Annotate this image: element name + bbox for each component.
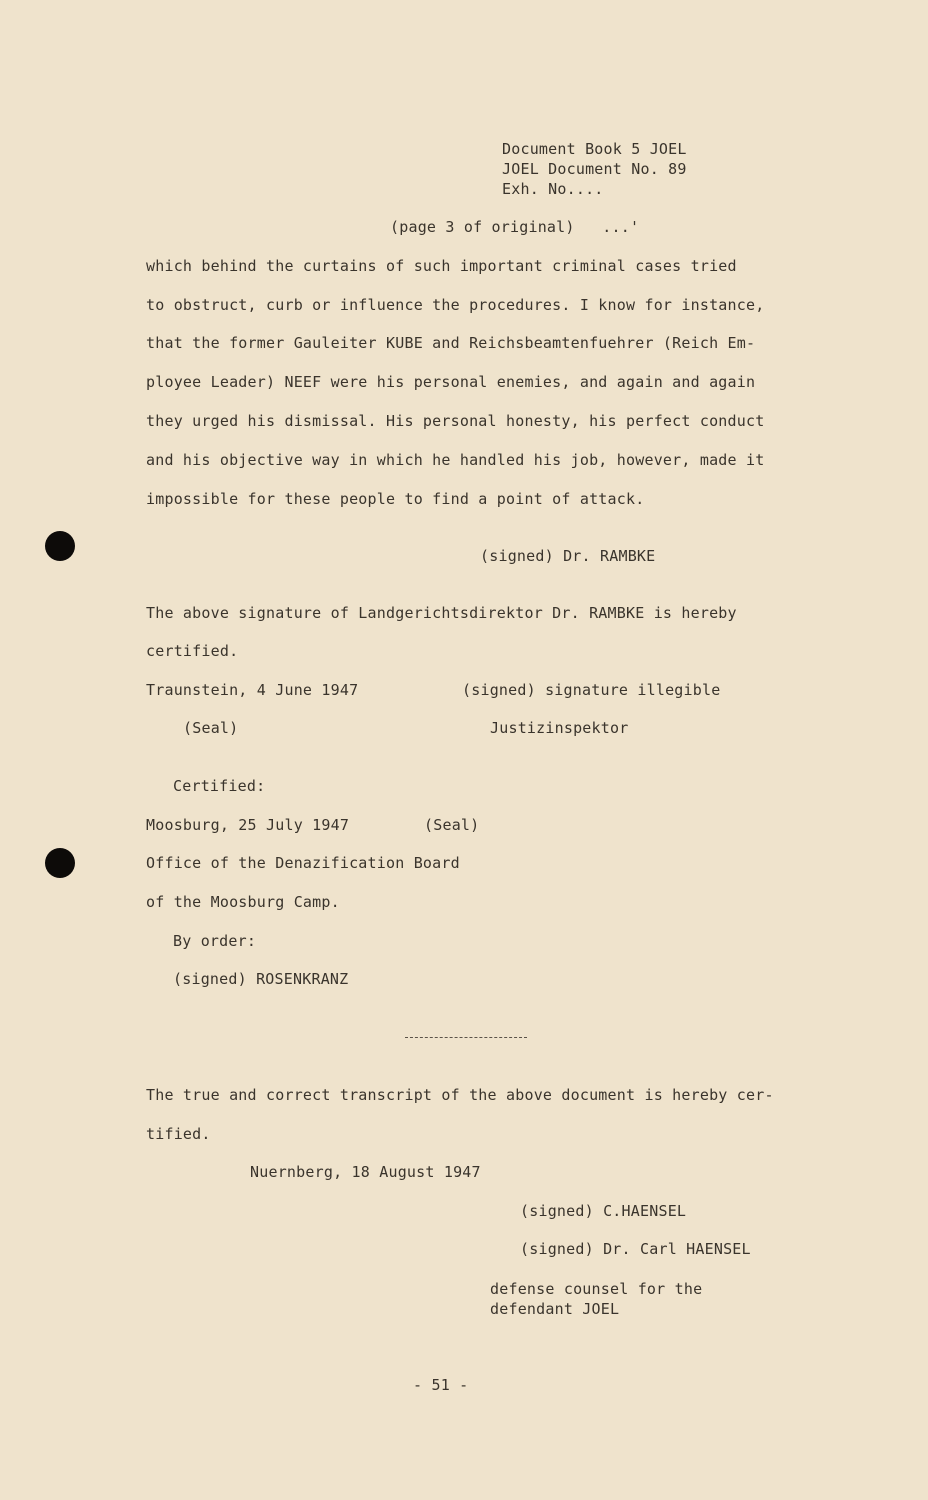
body-line: to obstruct, curb or influence the procedures. I know for instance, [146, 296, 765, 314]
transcript-line: The true and correct transcript of the above document is hereby cer- [146, 1086, 774, 1104]
transcript-place-date: Nuernberg, 18 August 1947 [250, 1163, 481, 1181]
counsel-role: defense counsel for the [490, 1280, 703, 1298]
body-line: which behind the curtains of such important criminal cases tried [146, 257, 737, 275]
signature-haensel-short: (signed) C.HAENSEL [520, 1202, 687, 1220]
by-order-label: By order: [173, 932, 257, 950]
signature-rambke: (signed) Dr. RAMBKE [480, 547, 656, 565]
section-divider [405, 1037, 527, 1038]
body-line: that the former Gauleiter KUBE and Reichsbeamtenfuehrer (Reich Em- [146, 334, 756, 352]
header-exhibit-number: Exh. No.... [502, 180, 604, 198]
page-reference: (page 3 of original) ...' [390, 218, 640, 236]
certification-line: The above signature of Landgerichtsdirektor Dr. RAMBKE is hereby [146, 604, 737, 622]
body-line: ployee Leader) NEEF were his personal enemies, and again and again [146, 373, 756, 391]
punch-hole [45, 848, 75, 878]
page-number: - 51 - [413, 1376, 469, 1394]
body-line: and his objective way in which he handled his job, however, made it [146, 451, 765, 469]
transcript-line: tified. [146, 1125, 211, 1143]
seal-label: (Seal) [183, 719, 239, 737]
header-doc-book: Document Book 5 JOEL [502, 140, 687, 158]
certified-place-date: Moosburg, 25 July 1947 [146, 816, 350, 834]
certifier-title: Justizinspektor [490, 719, 629, 737]
office-line: Office of the Denazification Board [146, 854, 460, 872]
certified-label: Certified: [173, 777, 266, 795]
certification-line: certified. [146, 642, 239, 660]
office-line: of the Moosburg Camp. [146, 893, 340, 911]
seal-label: (Seal) [424, 816, 480, 834]
punch-hole [45, 531, 75, 561]
body-line: impossible for these people to find a point of attack. [146, 490, 645, 508]
signature-haensel-full: (signed) Dr. Carl HAENSEL [520, 1240, 751, 1258]
header-doc-number: JOEL Document No. 89 [502, 160, 687, 178]
body-line: they urged his dismissal. His personal honesty, his perfect conduct [146, 412, 765, 430]
counsel-role: defendant JOEL [490, 1300, 620, 1318]
signature-rosenkranz: (signed) ROSENKRANZ [173, 970, 349, 988]
certification-signature: (signed) signature illegible [462, 681, 721, 699]
certification-place-date: Traunstein, 4 June 1947 [146, 681, 359, 699]
